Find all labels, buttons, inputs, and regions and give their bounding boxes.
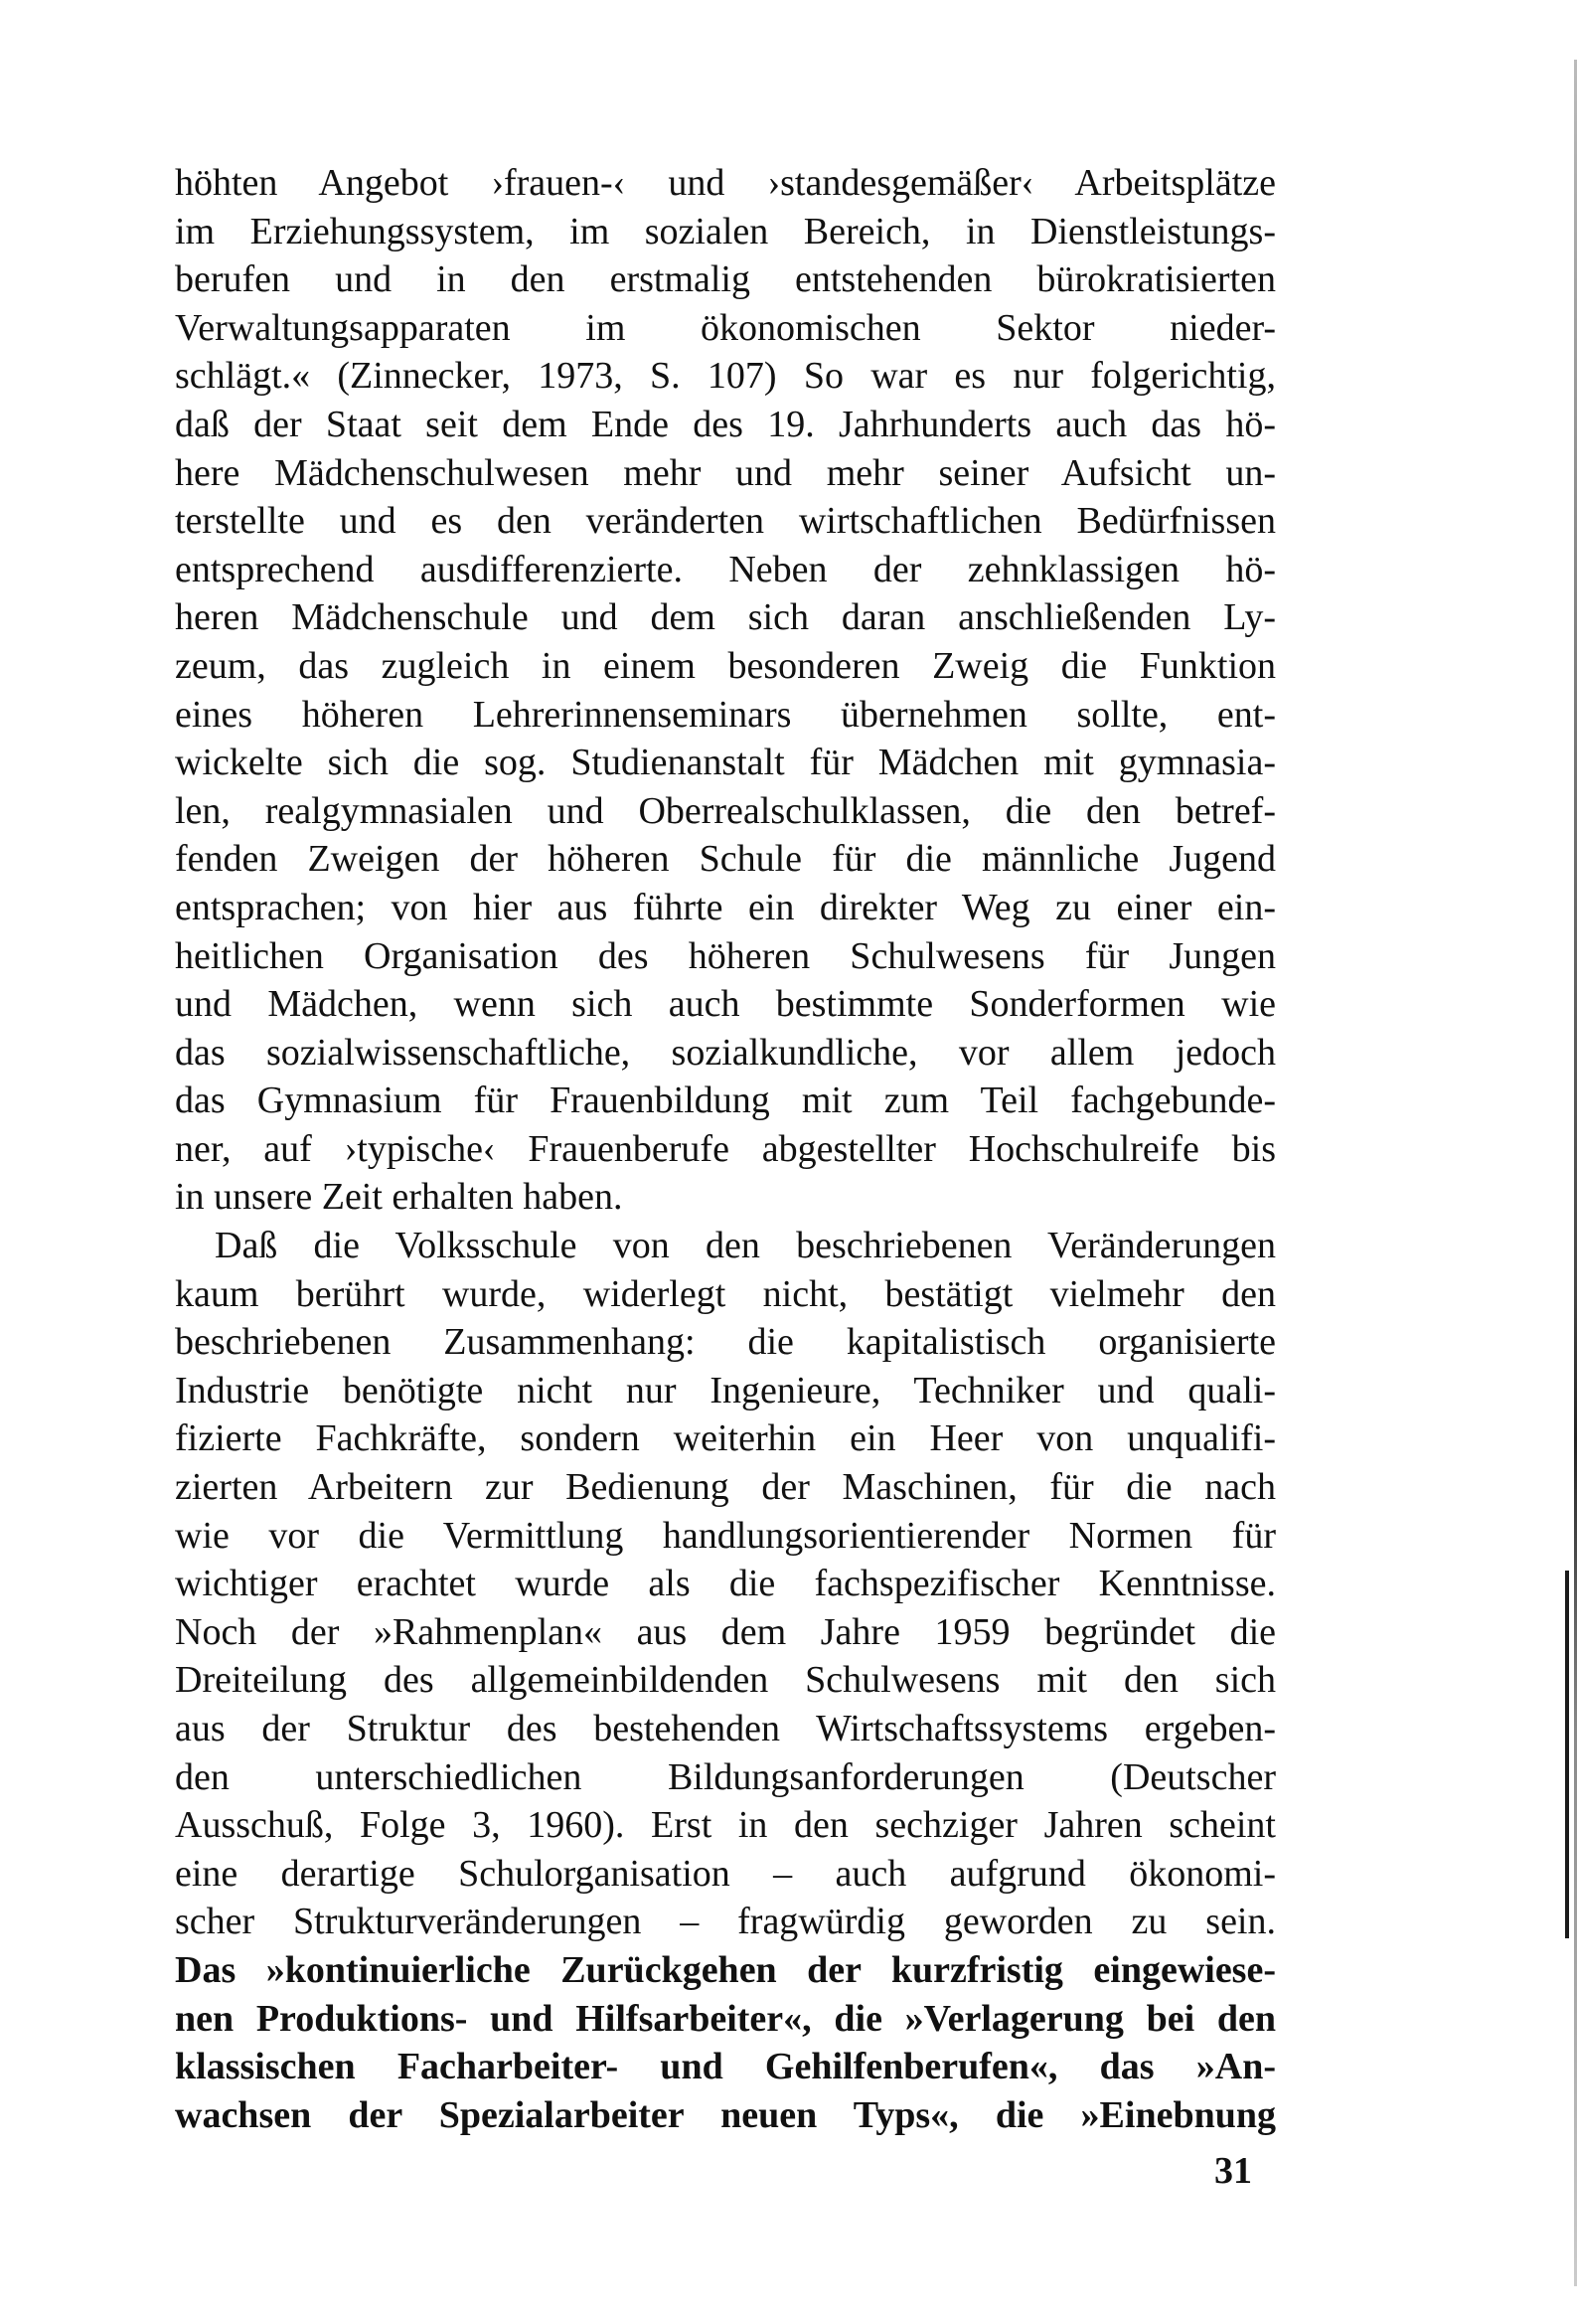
text-line-40: klassischen Facharbeiter- und Gehilfenberufen«, das »An- [175,2046,1276,2088]
text-line-34: den unterschiedlichen Bildungsanforderungen (Deutscher [175,1755,1276,1798]
text-line-38: Das »kontinuierliche Zurückgehen der kurzfristig eingewiese- [175,1948,1276,1991]
text-line-37: scher Strukturveränderungen – fragwürdig geworden zu sein. [175,1901,1276,1943]
text-line-13: wickelte sich die sog. Studienanstalt für Mädchen mit gymnasia- [175,742,1276,784]
text-line-30: wichtiger erachtet wurde als die fachspezifischer Kenntnisse. [175,1563,1276,1605]
text-line-21: ner, auf ›typische‹ Frauenberufe abgestellter Hochschulreife bis [175,1127,1276,1170]
text-line-31: Noch der »Rahmenplan« aus dem Jahre 1959 begründet die [175,1610,1276,1653]
text-line-18: und Mädchen, wenn sich auch bestimmte Sonderformen wie [175,983,1276,1026]
text-line-26: Industrie benötigte nicht nur Ingenieure, Techniker und quali- [175,1369,1276,1411]
text-line-1: höhten Angebot ›frauen-‹ und ›standesgemäßer‹ Arbeitsplätze [175,162,1276,204]
text-line-32: Dreiteilung des allgemeinbildenden Schulwesens mit den sich [175,1659,1276,1702]
page-number: 31 [1214,2150,1252,2192]
text-line-10: heren Mädchenschule und dem sich daran anschließenden Ly- [175,596,1276,639]
text-line-35: Ausschuß, Folge 3, 1960). Erst in den sechziger Jahren scheint [175,1804,1276,1847]
text-line-3: berufen und in den erstmalig entstehenden bürokratisierten [175,258,1276,301]
text-line-28: zierten Arbeitern zur Bedienung der Maschinen, für die nach [175,1466,1276,1509]
text-line-19: das sozialwissenschaftliche, sozialkundliche, vor allem jedoch [175,1031,1276,1074]
text-line-39: nen Produktions- und Hilfsarbeiter«, die »Verlagerung bei den [175,1997,1276,2040]
text-line-15: fenden Zweigen der höheren Schule für die männliche Jugend [175,838,1276,881]
text-line-17: heitlichen Organisation des höheren Schulwesens für Jungen [175,934,1276,977]
text-line-41: wachsen der Spezialarbeiter neuen Typs«, die »Einebnung [175,2093,1276,2136]
text-line-23: Daß die Volksschule von den beschriebenen Veränderungen [215,1225,1276,1267]
text-line-16: entsprachen; von hier aus führte ein direkter Weg zu einer ein- [175,886,1276,928]
text-line-25: beschriebenen Zusammenhang: die kapitalistisch organisierte [175,1321,1276,1364]
text-line-20: das Gymnasium für Frauenbildung mit zum Teil fachgebunde- [175,1079,1276,1122]
text-line-24: kaum berührt wurde, widerlegt nicht, bestätigt vielmehr den [175,1272,1276,1315]
scan-edge-mark [1565,1571,1569,1938]
text-line-11: zeum, das zugleich in einem besonderen Zweig die Funktion [175,644,1276,687]
text-line-7: here Mädchenschulwesen mehr und mehr seiner Aufsicht un- [175,451,1276,494]
text-line-36: eine derartige Schulorganisation – auch aufgrund ökonomi- [175,1852,1276,1895]
text-line-14: len, realgymnasialen und Oberrealschulklassen, die den betref- [175,789,1276,832]
text-line-9: entsprechend ausdifferenzierte. Neben der zehnklassigen hö- [175,548,1276,590]
text-line-27: fizierte Fachkräfte, sondern weiterhin ein Heer von unqualifi- [175,1417,1276,1460]
text-line-6: daß der Staat seit dem Ende des 19. Jahrhunderts auch das hö- [175,403,1276,445]
text-line-22: in unsere Zeit erhalten haben. [175,1176,623,1219]
text-line-33: aus der Struktur des bestehenden Wirtschaftssystems ergeben- [175,1708,1276,1749]
text-line-2: im Erziehungssystem, im sozialen Bereich, in Dienstleistungs- [175,210,1276,252]
text-line-8: terstellte und es den veränderten wirtschaftlichen Bedürfnissen [175,500,1276,543]
body-text [175,159,1276,2139]
text-line-12: eines höheren Lehrerinnenseminars übernehmen sollte, ent- [175,693,1276,736]
text-line-29: wie vor die Vermittlung handlungsorientierender Normen für [175,1514,1276,1557]
text-line-5: schlägt.« (Zinnecker, 1973, S. 107) So war es nur folgerichtig, [175,355,1276,398]
text-line-4: Verwaltungsapparaten im ökonomischen Sektor nieder- [175,306,1276,349]
